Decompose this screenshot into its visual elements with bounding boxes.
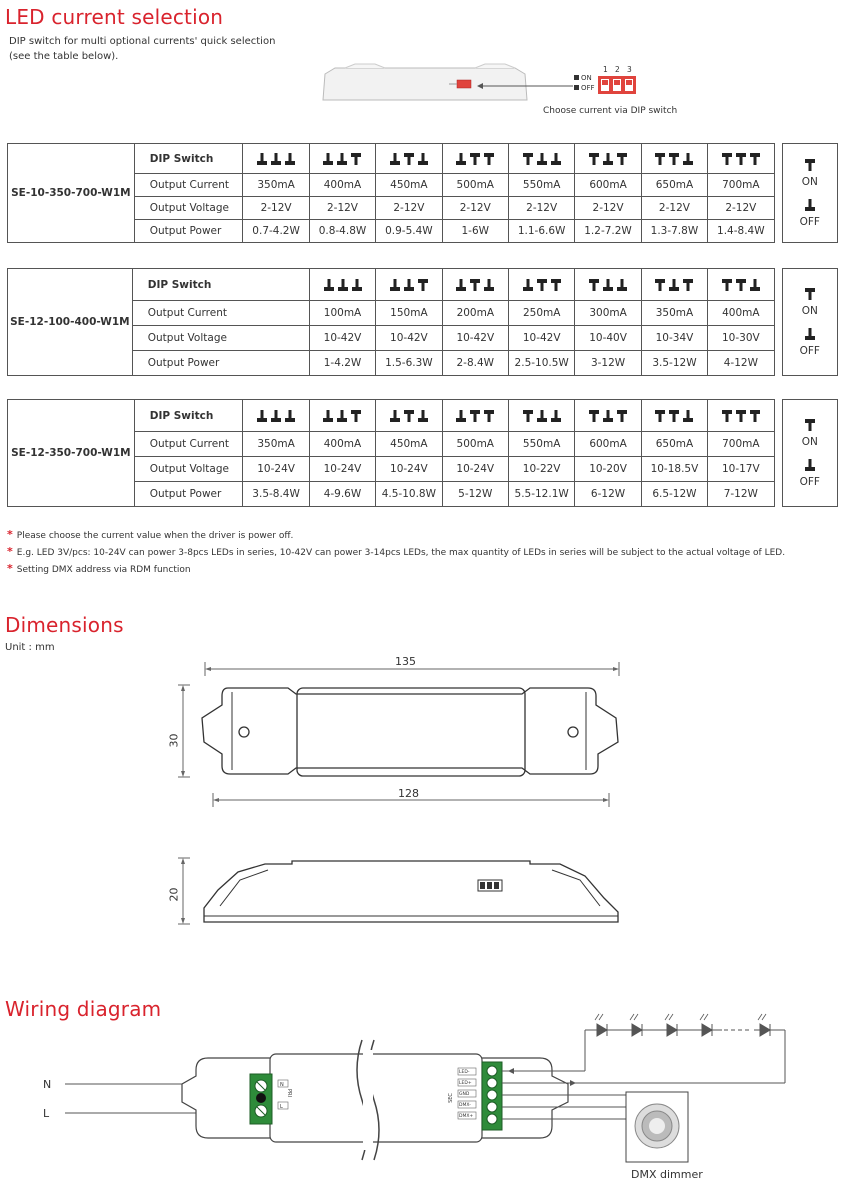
- table-cell-power: 1.3-7.8W: [641, 220, 707, 243]
- switch-on-icon: [350, 409, 362, 423]
- dip-table-2: [7, 268, 838, 376]
- switch-on-icon: [469, 152, 481, 166]
- dip-switch-icon: [598, 76, 636, 94]
- dip-pattern-cell: [442, 144, 508, 174]
- table-cell-current: 350mA: [641, 301, 707, 326]
- row-label-power: Output Power: [134, 220, 243, 243]
- switch-on-icon: [668, 409, 680, 423]
- sec-term-led-minus: LED-: [459, 1070, 470, 1075]
- table-cell-power: 5.5-12.1W: [508, 482, 574, 507]
- switch-off-icon: [536, 409, 548, 423]
- note-text-1: Please choose the current value when the driver is power off.: [16, 531, 294, 541]
- switch-on-icon: [522, 409, 534, 423]
- dip-number-1: 1: [603, 65, 608, 74]
- dip-pattern-cell: [641, 400, 707, 432]
- switch-off-icon: [336, 409, 348, 423]
- table-cell-voltage: 10-42V: [442, 326, 508, 351]
- switch-on-icon: [403, 152, 415, 166]
- table-cell-voltage: 10-20V: [575, 457, 641, 482]
- table-cell-current: 350mA: [243, 432, 309, 457]
- section-title-led: LED current selection: [5, 5, 224, 29]
- switch-off-icon: [616, 278, 628, 292]
- table-cell-current: 150mA: [376, 301, 442, 326]
- switch-on-icon: [588, 152, 600, 166]
- table-cell-power: 4.5-10.8W: [376, 482, 442, 507]
- switch-off-icon: [483, 278, 495, 292]
- row-label-power: Output Power: [134, 482, 243, 507]
- on-label: ON: [801, 305, 818, 317]
- switch-off-icon: [602, 152, 614, 166]
- table-cell-current: 550mA: [508, 174, 574, 197]
- dip-pattern-cell: [508, 144, 574, 174]
- switch-off-icon: [749, 278, 761, 292]
- switch-off-icon: [804, 327, 816, 341]
- switch-off-icon: [455, 409, 467, 423]
- switch-off-icon: [804, 458, 816, 472]
- switch-on-icon: [536, 278, 548, 292]
- pri-label: PRI: [285, 1089, 292, 1097]
- switch-on-icon: [350, 152, 362, 166]
- table-cell-current: 650mA: [641, 174, 707, 197]
- switch-off-icon: [522, 278, 534, 292]
- led-description-line1: DIP switch for multi optional currents' quick selection: [9, 36, 276, 47]
- switch-off-icon: [322, 409, 334, 423]
- dim-length-label: 135: [395, 655, 416, 668]
- table-cell-current: 400mA: [309, 432, 375, 457]
- switch-on-icon: [721, 152, 733, 166]
- table-cell-power: 5-12W: [442, 482, 508, 507]
- table-cell-voltage: 2-12V: [641, 197, 707, 220]
- table-cell-power: 1-6W: [442, 220, 508, 243]
- switch-off-icon: [284, 409, 296, 423]
- table-cell-voltage: 2-12V: [508, 197, 574, 220]
- model-name: SE-12-350-700-W1M: [8, 400, 135, 507]
- wiring-drawing: [40, 1010, 800, 1180]
- table-cell-current: 400mA: [309, 174, 375, 197]
- row-label-power: Output Power: [132, 351, 309, 376]
- switch-off-icon: [682, 152, 694, 166]
- switch-off-icon: [389, 409, 401, 423]
- dip-pattern-cell: [309, 144, 375, 174]
- switch-on-icon: [654, 278, 666, 292]
- dip-table-1: [7, 143, 838, 243]
- switch-off-icon: [337, 278, 349, 292]
- table-cell-power: 6.5-12W: [641, 482, 707, 507]
- switch-on-icon: [735, 409, 747, 423]
- on-off-legend: [782, 400, 837, 507]
- on-label: ON: [801, 436, 818, 448]
- switch-off-icon: [256, 152, 268, 166]
- switch-on-icon: [588, 278, 600, 292]
- table-cell-voltage: 10-18.5V: [641, 457, 707, 482]
- switch-on-icon: [483, 409, 495, 423]
- dip-pattern-cell: [708, 144, 774, 174]
- table-cell-voltage: 2-12V: [309, 197, 375, 220]
- switch-on-icon: [403, 409, 415, 423]
- row-label-voltage: Output Voltage: [134, 457, 243, 482]
- table-cell-power: 7-12W: [708, 482, 774, 507]
- dip-arrow: [477, 80, 573, 92]
- dip-switch-label: DIP Switch: [134, 400, 243, 432]
- note-3: * Setting DMX address via RDM function: [7, 562, 191, 575]
- on-off-legend: [782, 269, 837, 376]
- dip-pattern-cell: [376, 144, 442, 174]
- dip-pattern-cell: [575, 144, 641, 174]
- switch-on-icon: [616, 409, 628, 423]
- table-cell-current: 250mA: [508, 301, 574, 326]
- note-1: * Please choose the current value when the driver is power off.: [7, 528, 294, 541]
- sec-label: SEC: [447, 1093, 454, 1103]
- note-text-2: E.g. LED 3V/pcs: 10-24V can power 3-8pcs LEDs in series, 10-42V can power 3-14pcs LEDs, the max quantity of LEDs in series will be subject to the actual voltage of LED.: [16, 548, 786, 558]
- pri-term-n: N: [280, 1082, 284, 1088]
- table-cell-current: 650mA: [641, 432, 707, 457]
- sec-term-dmx-minus: DMX-: [459, 1103, 471, 1108]
- table-cell-voltage: 10-42V: [508, 326, 574, 351]
- section-title-dimensions: Dimensions: [5, 613, 124, 637]
- dip-pattern-cell: [309, 269, 375, 301]
- table-cell-power: 0.9-5.4W: [376, 220, 442, 243]
- table-cell-power: 4-12W: [708, 351, 774, 376]
- switch-off-icon: [403, 278, 415, 292]
- switch-on-icon: [804, 418, 816, 432]
- switch-off-icon: [323, 278, 335, 292]
- table-cell-current: 700mA: [708, 174, 774, 197]
- dip-off-label: OFF: [581, 84, 595, 92]
- dip-on-label: ON: [581, 74, 592, 82]
- switch-off-icon: [602, 409, 614, 423]
- dip-pattern-cell: [708, 269, 774, 301]
- dip-pattern-cell: [508, 269, 574, 301]
- switch-on-icon: [682, 278, 694, 292]
- note-2: * E.g. LED 3V/pcs: 10-24V can power 3-8pcs LEDs in series, 10-42V can power 3-14pcs LEDs, the max quantity of LEDs in series will be subject to the actual voltage of LED.: [7, 545, 786, 558]
- dip-pattern-cell: [641, 269, 707, 301]
- dip-pattern-cell: [508, 400, 574, 432]
- table-cell-voltage: 10-42V: [376, 326, 442, 351]
- switch-off-icon: [389, 152, 401, 166]
- switch-off-icon: [455, 278, 467, 292]
- dip-pattern-cell: [243, 400, 309, 432]
- switch-off-icon: [455, 152, 467, 166]
- table-cell-voltage: 10-24V: [442, 457, 508, 482]
- table-cell-voltage: 10-24V: [243, 457, 309, 482]
- table-cell-voltage: 10-40V: [575, 326, 641, 351]
- switch-off-icon: [284, 152, 296, 166]
- dip-pattern-cell: [376, 400, 442, 432]
- table-cell-power: 1.5-6.3W: [376, 351, 442, 376]
- unit-label: Unit : mm: [5, 642, 55, 653]
- wiring-n-label: N: [43, 1078, 52, 1091]
- dip-number-2: 2: [615, 65, 620, 74]
- switch-off-icon: [417, 409, 429, 423]
- switch-on-icon: [550, 278, 562, 292]
- switch-on-icon: [721, 409, 733, 423]
- dip-pattern-cell: [575, 400, 641, 432]
- switch-off-icon: [336, 152, 348, 166]
- table-cell-power: 0.7-4.2W: [243, 220, 309, 243]
- table-cell-current: 450mA: [376, 432, 442, 457]
- table-cell-current: 600mA: [575, 174, 641, 197]
- table-cell-current: 100mA: [309, 301, 375, 326]
- pri-term-l: L: [280, 1104, 283, 1110]
- switch-on-icon: [735, 152, 747, 166]
- row-label-current: Output Current: [132, 301, 309, 326]
- switch-off-icon: [389, 278, 401, 292]
- section-title-wiring: Wiring diagram: [5, 997, 162, 1021]
- switch-off-icon: [256, 409, 268, 423]
- dip-on-off-legend: [574, 74, 595, 92]
- table-cell-power: 2.5-10.5W: [508, 351, 574, 376]
- table-cell-power: 1.1-6.6W: [508, 220, 574, 243]
- table-cell-voltage: 10-24V: [309, 457, 375, 482]
- table-cell-voltage: 10-30V: [708, 326, 774, 351]
- switch-on-icon: [522, 152, 534, 166]
- table-cell-current: 450mA: [376, 174, 442, 197]
- model-name: SE-10-350-700-W1M: [8, 144, 135, 243]
- switch-off-icon: [417, 152, 429, 166]
- dip-switch-label: DIP Switch: [134, 144, 243, 174]
- switch-on-icon: [588, 409, 600, 423]
- switch-on-icon: [654, 409, 666, 423]
- dip-number-3: 3: [627, 65, 632, 74]
- switch-off-icon: [668, 278, 680, 292]
- table-cell-power: 1.4-8.4W: [708, 220, 774, 243]
- table-cell-current: 300mA: [575, 301, 641, 326]
- on-label: ON: [801, 176, 818, 188]
- dimension-drawing: [160, 650, 630, 930]
- sec-term-dmx-plus: DMX+: [459, 1114, 474, 1119]
- row-label-voltage: Output Voltage: [134, 197, 243, 220]
- table-cell-voltage: 10-34V: [641, 326, 707, 351]
- dip-switch-label: DIP Switch: [132, 269, 309, 301]
- table-cell-voltage: 2-12V: [376, 197, 442, 220]
- switch-off-icon: [322, 152, 334, 166]
- table-cell-current: 350mA: [243, 174, 309, 197]
- table-cell-power: 1.2-7.2W: [575, 220, 641, 243]
- switch-on-icon: [749, 152, 761, 166]
- dim-width-label: 30: [167, 733, 181, 748]
- table-cell-current: 200mA: [442, 301, 508, 326]
- dip-pattern-cell: [708, 400, 774, 432]
- table-cell-power: 1-4.2W: [309, 351, 375, 376]
- table-cell-voltage: 10-42V: [309, 326, 375, 351]
- table-cell-current: 550mA: [508, 432, 574, 457]
- table-cell-current: 500mA: [442, 174, 508, 197]
- switch-on-icon: [735, 278, 747, 292]
- off-label: OFF: [799, 216, 820, 228]
- dip-pattern-cell: [442, 269, 508, 301]
- table-cell-voltage: 10-17V: [708, 457, 774, 482]
- table-cell-power: 3.5-8.4W: [243, 482, 309, 507]
- table-cell-current: 500mA: [442, 432, 508, 457]
- dip-pattern-cell: [575, 269, 641, 301]
- switch-on-icon: [469, 409, 481, 423]
- row-label-voltage: Output Voltage: [132, 326, 309, 351]
- on-off-legend: [782, 144, 837, 243]
- dip-pattern-cell: [376, 269, 442, 301]
- switch-on-icon: [469, 278, 481, 292]
- switch-on-icon: [721, 278, 733, 292]
- dip-pattern-cell: [309, 400, 375, 432]
- table-cell-current: 700mA: [708, 432, 774, 457]
- table-cell-current: 400mA: [708, 301, 774, 326]
- switch-off-icon: [351, 278, 363, 292]
- row-label-current: Output Current: [134, 432, 243, 457]
- table-cell-power: 3-12W: [575, 351, 641, 376]
- led-description-line2: (see the table below).: [9, 51, 119, 62]
- table-cell-voltage: 2-12V: [243, 197, 309, 220]
- dim-height-label: 20: [167, 887, 181, 902]
- switch-on-icon: [417, 278, 429, 292]
- table-cell-power: 3.5-12W: [641, 351, 707, 376]
- switch-on-icon: [749, 409, 761, 423]
- dim-inner-length-label: 128: [398, 787, 419, 800]
- table-cell-voltage: 10-24V: [376, 457, 442, 482]
- table-cell-power: 0.8-4.8W: [309, 220, 375, 243]
- table-cell-voltage: 2-12V: [708, 197, 774, 220]
- switch-off-icon: [682, 409, 694, 423]
- switch-off-icon: [536, 152, 548, 166]
- dip-table-3: [7, 399, 838, 507]
- switch-off-icon: [602, 278, 614, 292]
- dip-caption: Choose current via DIP switch: [543, 106, 678, 116]
- dip-pattern-cell: [442, 400, 508, 432]
- row-label-current: Output Current: [134, 174, 243, 197]
- switch-off-icon: [550, 409, 562, 423]
- table-cell-voltage: 10-22V: [508, 457, 574, 482]
- model-name: SE-12-100-400-W1M: [8, 269, 133, 376]
- table-cell-voltage: 2-12V: [575, 197, 641, 220]
- table-cell-power: 4-9.6W: [309, 482, 375, 507]
- table-cell-power: 6-12W: [575, 482, 641, 507]
- dip-pattern-cell: [243, 144, 309, 174]
- switch-on-icon: [616, 152, 628, 166]
- off-label: OFF: [799, 345, 820, 357]
- dip-pattern-cell: [641, 144, 707, 174]
- wiring-l-label: L: [43, 1107, 50, 1120]
- switch-on-icon: [483, 152, 495, 166]
- dmx-dimmer-label: DMX dimmer: [631, 1168, 703, 1181]
- switch-on-icon: [804, 158, 816, 172]
- switch-off-icon: [270, 409, 282, 423]
- switch-off-icon: [804, 198, 816, 212]
- table-cell-current: 600mA: [575, 432, 641, 457]
- switch-on-icon: [654, 152, 666, 166]
- switch-off-icon: [550, 152, 562, 166]
- switch-off-icon: [270, 152, 282, 166]
- table-cell-voltage: 2-12V: [442, 197, 508, 220]
- switch-on-icon: [668, 152, 680, 166]
- switch-on-icon: [804, 287, 816, 301]
- note-text-3: Setting DMX address via RDM function: [16, 565, 191, 575]
- off-label: OFF: [799, 476, 820, 488]
- sec-term-gnd: GND: [459, 1092, 470, 1097]
- sec-term-led-plus: LED+: [459, 1081, 472, 1086]
- table-cell-power: 2-8.4W: [442, 351, 508, 376]
